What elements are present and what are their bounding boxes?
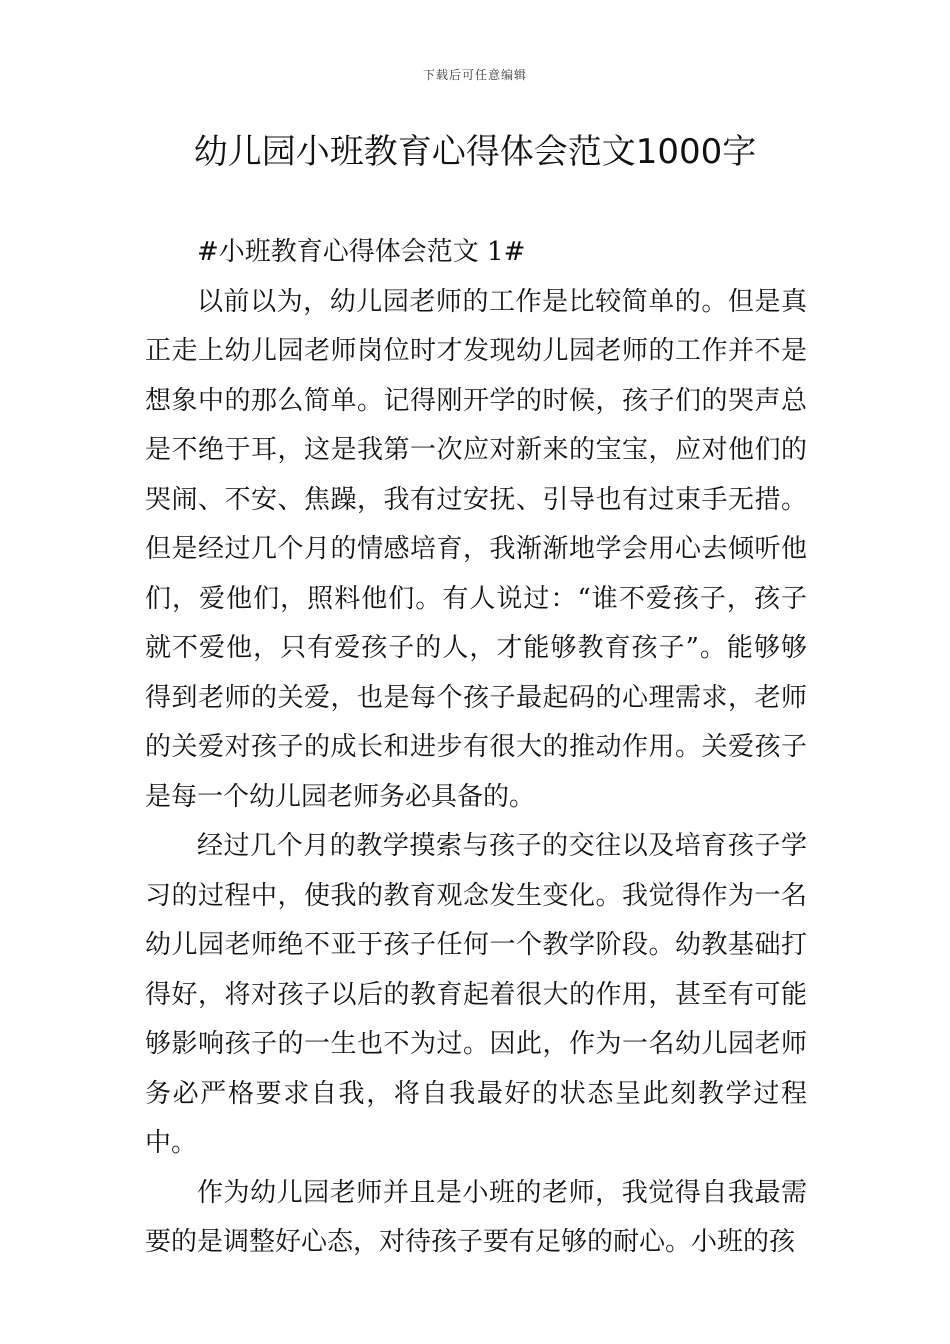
header-note: 下载后可任意编辑 — [422, 68, 527, 82]
document-title: 幼儿园小班教育心得体会范文1000字 — [193, 132, 757, 172]
paragraph: 经过几个月的教学摸索与孩子的交往以及培育孩子学习的过程中，使我的教育观念发生变化。我觉得作为一名幼儿园老师绝不亚于孩子任何一个教学阶段。幼教基础打得好，将对孩子以后的教育起着很大的作用，甚至有可能够影响孩子的一生也不为过。因此，作为一名幼儿园老师务必严格要求自我，将自我最好的状态呈此刻教学过程中。 — [145, 831, 807, 1158]
document-body — [145, 228, 807, 1268]
paragraph: 作为幼儿园老师并且是小班的老师，我觉得自我最需要的是调整好心态，对待孩子要有足够的耐心。小班的孩 — [145, 1177, 807, 1257]
paragraph: 以前以为，幼儿园老师的工作是比较简单的。但是真正走上幼儿园老师岗位时才发现幼儿园老师的工作并不是想象中的那么简单。记得刚开学的时候，孩子们的哭声总是不绝于耳，这是我第一次应对新来的宝宝，应对他们的哭闹、不安、焦躁，我有过安抚、引导也有过束手无措。但是经过几个月的情感培育，我渐渐地学会用心去倾听他们，爱他们，照料他们。有人说过：“谁不爱孩子，孩子就不爱他，只有爱孩子的人，才能够教育孩子”。能够够得到老师的关爱，也是每个孩子最起码的心理需求，老师的关爱对孩子的成长和进步有很大的推动作用。关爱孩子是每一个幼儿园老师务必具备的。 — [145, 286, 807, 812]
section-heading: #小班教育心得体会范文 1# — [197, 237, 526, 267]
